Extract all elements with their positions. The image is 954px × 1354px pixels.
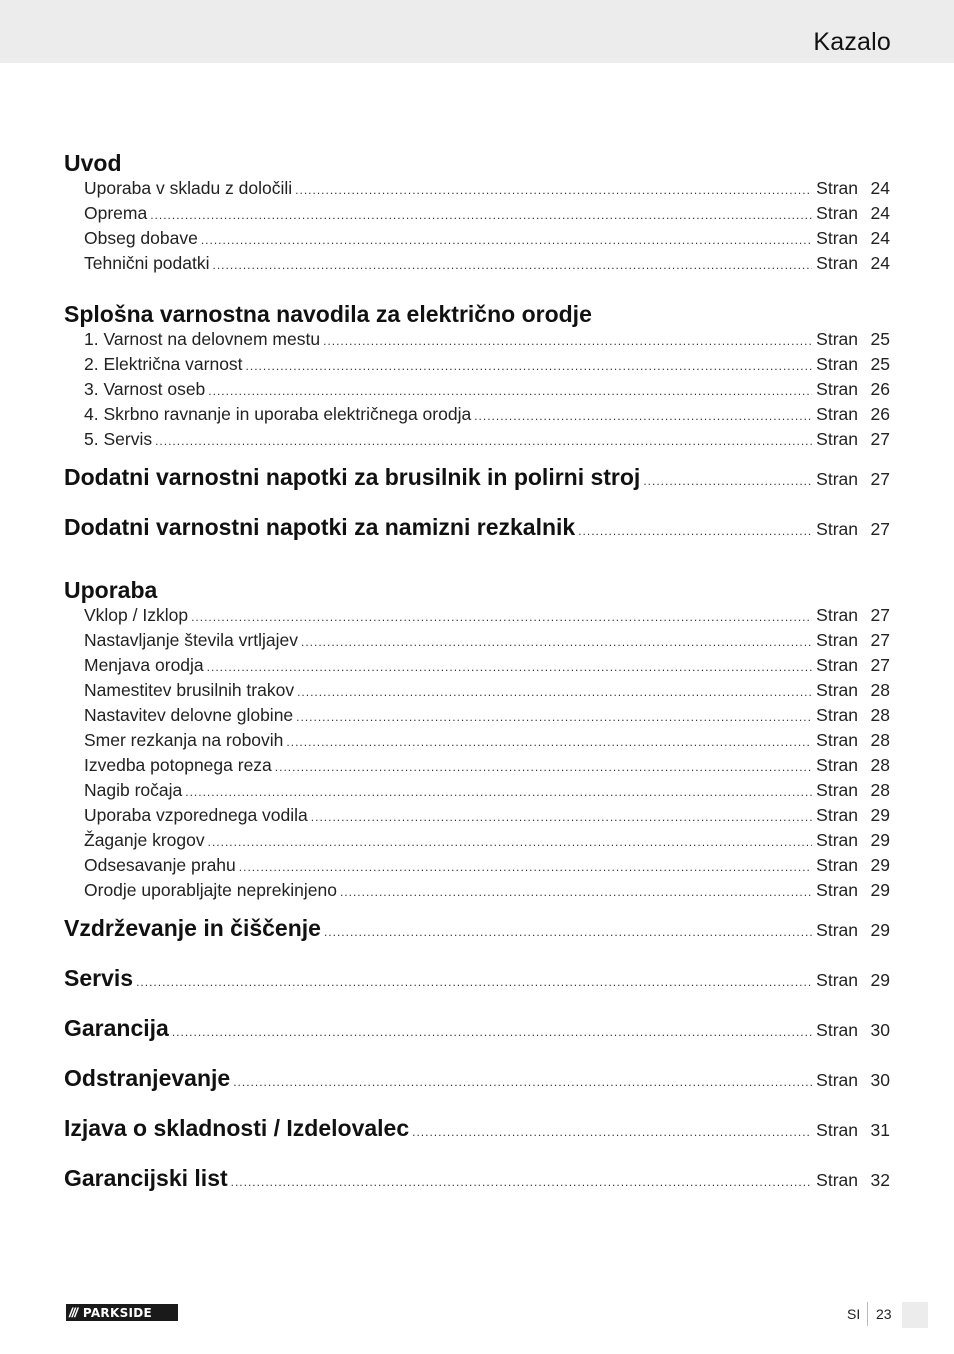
page-word: Stran xyxy=(816,830,858,850)
section-heading: Servis xyxy=(64,965,134,991)
language-code: SI xyxy=(847,1306,861,1322)
page-word: Stran xyxy=(816,1020,858,1040)
page-number-ref: 30 xyxy=(870,1070,890,1090)
page-word: Stran xyxy=(816,780,858,800)
dot-leader xyxy=(301,630,812,655)
logo-stripes: /// xyxy=(69,1305,77,1320)
dot-leader xyxy=(191,605,812,630)
page-word: Stran xyxy=(816,920,858,940)
toc-entry[interactable] xyxy=(64,226,890,251)
section-heading: Izjava o skladnosti / Izdelovalec xyxy=(64,1115,410,1141)
toc-entry-label: Oprema xyxy=(84,203,148,223)
toc-entry-label: Nastavljanje števila vrtljajev xyxy=(84,630,298,650)
section-gap xyxy=(64,276,890,301)
toc-entry[interactable] xyxy=(64,603,890,628)
dot-leader xyxy=(233,1057,812,1107)
dot-leader xyxy=(643,456,812,506)
page-number-ref: 30 xyxy=(870,1020,890,1040)
page-word: Stran xyxy=(816,178,858,198)
page-reference xyxy=(816,402,890,427)
page-reference xyxy=(816,226,890,251)
section-heading: Odstranjevanje xyxy=(64,1065,231,1091)
logo-text: PARKSIDE xyxy=(82,1305,153,1320)
toc-entry-label: 1. Varnost na delovnem mestu xyxy=(84,329,321,349)
toc-section-entry[interactable] xyxy=(64,1003,890,1053)
page-number-ref: 28 xyxy=(870,705,890,725)
dot-leader xyxy=(295,178,812,203)
page-word: Stran xyxy=(816,880,858,900)
page-word: Stran xyxy=(816,605,858,625)
page-word: Stran xyxy=(816,1120,858,1140)
dot-leader xyxy=(286,730,812,755)
toc-entry[interactable] xyxy=(64,352,890,377)
toc-entry[interactable] xyxy=(64,427,890,452)
toc-section-entry[interactable] xyxy=(64,1053,890,1103)
footer-divider xyxy=(867,1302,868,1326)
page-number-ref: 31 xyxy=(870,1120,890,1140)
toc-entry[interactable] xyxy=(64,176,890,201)
toc-entry-label: Vklop / Izklop xyxy=(84,605,189,625)
page-number-ref: 29 xyxy=(870,920,890,940)
dot-leader xyxy=(155,429,812,454)
toc-entry-label: 5. Servis xyxy=(84,429,153,449)
page-word: Stran xyxy=(816,519,858,539)
toc-entry-label: Nagib ročaja xyxy=(84,780,183,800)
dot-leader xyxy=(150,203,812,228)
page-reference xyxy=(816,678,890,703)
toc-entry-label: Žaganje krogov xyxy=(84,830,205,850)
toc-entry[interactable] xyxy=(64,327,890,352)
page-number-ref: 27 xyxy=(870,519,890,539)
page-word: Stran xyxy=(816,705,858,725)
page-word: Stran xyxy=(816,855,858,875)
page-word: Stran xyxy=(816,1070,858,1090)
page-word: Stran xyxy=(816,404,858,424)
page-reference xyxy=(816,653,890,678)
toc-entry-label: Uporaba v skladu z določili xyxy=(84,178,293,198)
dot-leader xyxy=(213,253,813,278)
toc-entry[interactable] xyxy=(64,678,890,703)
dot-leader xyxy=(324,907,812,957)
dot-leader xyxy=(208,379,812,404)
toc-section-entry[interactable] xyxy=(64,1103,890,1153)
page-word: Stran xyxy=(816,469,858,489)
toc-entry-label: Uporaba vzporednega vodila xyxy=(84,805,308,825)
page-reference xyxy=(816,1055,890,1105)
page-reference xyxy=(816,1105,890,1155)
dot-leader xyxy=(412,1107,812,1157)
page-word: Stran xyxy=(816,379,858,399)
page-number-ref: 32 xyxy=(870,1170,890,1190)
page-reference xyxy=(816,327,890,352)
page-number-ref: 28 xyxy=(870,680,890,700)
dot-leader xyxy=(185,780,812,805)
page-number-ref: 28 xyxy=(870,780,890,800)
page-number-ref: 26 xyxy=(870,404,890,424)
toc-section-entry[interactable] xyxy=(64,1153,890,1203)
section-heading: Dodatni varnostni napotki za namizni rezkalnik xyxy=(64,514,576,540)
dot-leader xyxy=(323,329,812,354)
page-reference xyxy=(816,251,890,276)
section-heading: Uvod xyxy=(64,150,122,176)
toc-entry-label: Menjava orodja xyxy=(84,655,204,675)
page-number-ref: 24 xyxy=(870,178,890,198)
toc-section-entry[interactable] xyxy=(64,502,890,552)
page-number-ref: 24 xyxy=(870,253,890,273)
toc-entry[interactable] xyxy=(64,201,890,226)
page-title: Kazalo xyxy=(813,28,891,56)
toc-entry-label: 3. Varnost oseb xyxy=(84,379,206,399)
page-reference xyxy=(816,628,890,653)
page-reference xyxy=(816,201,890,226)
page-number-ref: 29 xyxy=(870,970,890,990)
toc-entry[interactable] xyxy=(64,377,890,402)
toc-entry-label: Namestitev brusilnih trakov xyxy=(84,680,295,700)
page-word: Stran xyxy=(816,429,858,449)
page-word: Stran xyxy=(816,970,858,990)
page-word: Stran xyxy=(816,329,858,349)
dot-leader xyxy=(239,855,812,880)
page-reference xyxy=(816,905,890,955)
toc-entry-label: Nastavitev delovne globine xyxy=(84,705,294,725)
toc-entry-label: Orodje uporabljajte neprekinjeno xyxy=(84,880,337,900)
page-reference xyxy=(816,1155,890,1205)
dot-leader xyxy=(172,1007,812,1057)
page-word: Stran xyxy=(816,354,858,374)
toc-entry[interactable] xyxy=(64,653,890,678)
toc-entry-label: 2. Električna varnost xyxy=(84,354,243,374)
page-number: 23 xyxy=(876,1306,892,1322)
toc-entry-label: Smer rezkanja na robovih xyxy=(84,730,284,750)
page-number-ref: 25 xyxy=(870,329,890,349)
toc-entry[interactable] xyxy=(64,251,890,276)
page-word: Stran xyxy=(816,755,858,775)
page-number-ref: 29 xyxy=(870,805,890,825)
page-reference xyxy=(816,352,890,377)
toc-entry[interactable] xyxy=(64,853,890,878)
toc-section-entry[interactable] xyxy=(64,903,890,953)
dot-leader xyxy=(275,755,812,780)
page-number-ref: 28 xyxy=(870,730,890,750)
page-number-ref: 27 xyxy=(870,469,890,489)
page-word: Stran xyxy=(816,630,858,650)
toc-entry-label: Tehnični podatki xyxy=(84,253,210,273)
page-reference xyxy=(816,1005,890,1055)
page-reference xyxy=(816,753,890,778)
toc-entry[interactable] xyxy=(64,402,890,427)
toc-entry[interactable] xyxy=(64,753,890,778)
toc-entry[interactable] xyxy=(64,778,890,803)
footer-tab-box xyxy=(902,1302,928,1328)
toc-entry[interactable] xyxy=(64,628,890,653)
page-reference xyxy=(816,703,890,728)
dot-leader xyxy=(207,655,813,680)
page-reference xyxy=(816,176,890,201)
page-reference xyxy=(816,878,890,903)
page-word: Stran xyxy=(816,730,858,750)
toc-section-entry[interactable] xyxy=(64,452,890,502)
page-reference xyxy=(816,955,890,1005)
dot-leader xyxy=(208,830,813,855)
dot-leader xyxy=(311,805,812,830)
page-reference xyxy=(816,828,890,853)
section-heading: Garancijski list xyxy=(64,1165,228,1191)
page-number-ref: 29 xyxy=(870,880,890,900)
toc-entry-label: Obseg dobave xyxy=(84,228,198,248)
toc-entry-label: Odsesavanje prahu xyxy=(84,855,236,875)
page-reference xyxy=(816,778,890,803)
parkside-logo xyxy=(66,1304,178,1321)
table-of-contents xyxy=(64,150,890,1203)
dot-leader xyxy=(296,705,812,730)
section-heading: Vzdrževanje in čiščenje xyxy=(64,915,321,941)
toc-entry-label: 4. Skrbno ravnanje in uporaba električnega orodja xyxy=(84,404,472,424)
page-reference xyxy=(816,803,890,828)
toc-entry[interactable] xyxy=(64,703,890,728)
dot-leader xyxy=(136,957,812,1007)
page-reference xyxy=(816,728,890,753)
page-number-ref: 29 xyxy=(870,855,890,875)
toc-entry[interactable] xyxy=(64,878,890,903)
page-number-ref: 24 xyxy=(870,203,890,223)
page-reference xyxy=(816,853,890,878)
section-heading: Splošna varnostna navodila za električno orodje xyxy=(64,301,592,327)
header-bar xyxy=(0,0,954,63)
page-reference xyxy=(816,603,890,628)
page-reference xyxy=(816,454,890,504)
page-word: Stran xyxy=(816,655,858,675)
page-number-ref: 27 xyxy=(870,655,890,675)
dot-leader xyxy=(246,354,813,379)
toc-entry[interactable] xyxy=(64,728,890,753)
dot-leader xyxy=(231,1157,813,1207)
toc-entry[interactable] xyxy=(64,828,890,853)
page-number-ref: 27 xyxy=(870,429,890,449)
section-heading: Uporaba xyxy=(64,577,158,603)
section-heading: Dodatni varnostni napotki za brusilnik in polirni stroj xyxy=(64,464,641,490)
page-reference xyxy=(816,377,890,402)
page-number-ref: 25 xyxy=(870,354,890,374)
toc-section-entry[interactable] xyxy=(64,953,890,1003)
dot-leader xyxy=(474,404,812,429)
section-heading: Garancija xyxy=(64,1015,169,1041)
dot-leader xyxy=(340,880,812,905)
page-number-ref: 26 xyxy=(870,379,890,399)
page-reference xyxy=(816,427,890,452)
page-number-ref: 27 xyxy=(870,630,890,650)
page-number-ref: 28 xyxy=(870,755,890,775)
page-word: Stran xyxy=(816,228,858,248)
toc-entry[interactable] xyxy=(64,803,890,828)
page-number-ref: 29 xyxy=(870,830,890,850)
dot-leader xyxy=(578,506,812,556)
page-reference xyxy=(816,504,890,554)
page-number-ref: 24 xyxy=(870,228,890,248)
dot-leader xyxy=(201,228,812,253)
page-word: Stran xyxy=(816,203,858,223)
page-word: Stran xyxy=(816,1170,858,1190)
page-word: Stran xyxy=(816,680,858,700)
toc-entry-label: Izvedba potopnega reza xyxy=(84,755,272,775)
page-number-ref: 27 xyxy=(870,605,890,625)
page-word: Stran xyxy=(816,253,858,273)
page-word: Stran xyxy=(816,805,858,825)
dot-leader xyxy=(297,680,812,705)
